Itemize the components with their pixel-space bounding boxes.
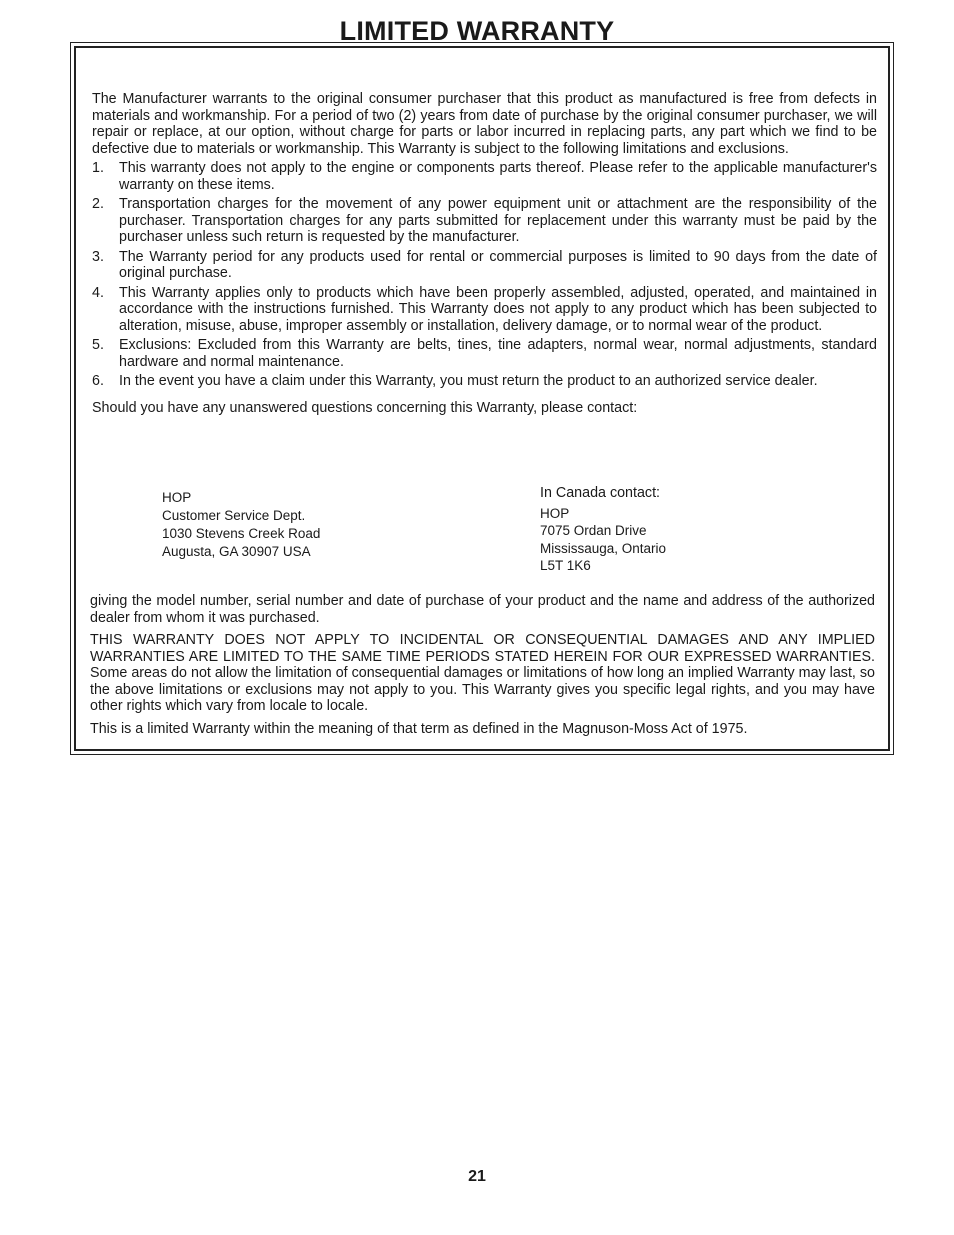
list-item-number: 2. (92, 196, 104, 212)
disclaimer-paragraph: THIS WARRANTY DOES NOT APPLY TO INCIDENTAL OR CONSEQUENTIAL DAMAGES AND ANY IMPLIED WARRANTIES ARE LIMITED TO THE SAME TIME PERIODS STATED HEREIN FOR OUR EXPRESSED WARRANTIES. Some areas do not allow the limitation of consequential damages or limitations of how long an implied Warranty may last, so the above limitations or exclusions may not apply to you. This Warranty gives you specific legal rights, and you may have other rights which vary from locale to locale. (90, 632, 875, 714)
contact-addresses (92, 485, 877, 585)
us-address-company: HOP (162, 490, 192, 505)
canada-address-postal-code: L5T 1K6 (540, 558, 591, 573)
canada-address-city: Mississauga, Ontario (540, 540, 667, 556)
warranty-body (92, 91, 877, 573)
list-item (92, 373, 877, 390)
list-item (92, 249, 877, 282)
contact-prompt: Should you have any unanswered questions concerning this Warranty, please contact: (92, 399, 638, 416)
canada-address-block (540, 485, 666, 575)
page-number: 21 (468, 1168, 486, 1185)
list-item-text: Exclusions: Excluded from this Warranty are belts, tines, tine adapters, normal wear, normal adjustments, standard hardware and normal maintenance. (119, 337, 877, 370)
magnuson-moss-paragraph: This is a limited Warranty within the meaning of that term as defined in the Magnuson-Moss Act of 1975. (90, 720, 748, 737)
list-item-text: Transportation charges for the movement of any power equipment unit or attachment are the responsibility of the purchaser. Transportation charges for any parts submitted for replacement under this warranty must be paid by the purchaser unless such return is requested by the manufacturer. (119, 196, 877, 245)
page-title: LIMITED WARRANTY (339, 16, 615, 46)
conditions-list (92, 160, 877, 390)
list-item-number: 5. (92, 337, 104, 353)
list-item-number: 1. (92, 160, 104, 176)
details-paragraph: giving the model number, serial number and date of purchase of your product and the name and address of the authorized dealer from whom it was purchased. (90, 593, 875, 626)
warranty-terms (90, 593, 875, 743)
list-item (92, 160, 877, 193)
list-item-text: In the event you have a claim under this Warranty, you must return the product to an authorized service dealer. (119, 373, 818, 389)
list-item-text: This warranty does not apply to the engine or components parts thereof. Please refer to the applicable manufacturer's warranty on these items. (119, 160, 877, 193)
canada-contact-heading: In Canada contact: (540, 485, 661, 501)
canada-address-company: HOP (540, 505, 570, 521)
us-address-street: 1030 Stevens Creek Road (162, 526, 321, 541)
list-item (92, 196, 877, 246)
list-item-text: This Warranty applies only to products which have been properly assembled, adjusted, operated, and maintained in accordance with the instructions furnished. This Warranty does not apply to any product which has been subjected to alteration, misuse, abuse, improper assembly or installation, delivery damage, or to normal wear of the product. (119, 284, 877, 334)
list-item-number: 6. (92, 373, 104, 389)
list-item-number: 3. (92, 248, 104, 265)
intro-paragraph: The Manufacturer warrants to the original consumer purchaser that this product as manufactured is free from defects in materials and workmanship. For a period of two (2) years from date of purchase by the original consumer purchaser, we will repair or replace, at our option, without charge for parts or labor incurred in replacing parts, any part which we find to be defective due to materials or workmanship. This Warranty is subject to the following limitations and exclusions. (92, 91, 877, 157)
list-item (92, 285, 877, 335)
us-address-block (162, 489, 320, 561)
us-address-department: Customer Service Dept. (162, 508, 306, 523)
list-item (92, 337, 877, 370)
canada-address-street: 7075 Ordan Drive (540, 523, 647, 538)
us-address-city: Augusta, GA 30907 USA (162, 544, 311, 559)
list-item-text: The Warranty period for any products used for rental or commercial purposes is limited to 90 days from the date of original purchase. (119, 248, 877, 281)
list-item-number: 4. (92, 284, 104, 301)
